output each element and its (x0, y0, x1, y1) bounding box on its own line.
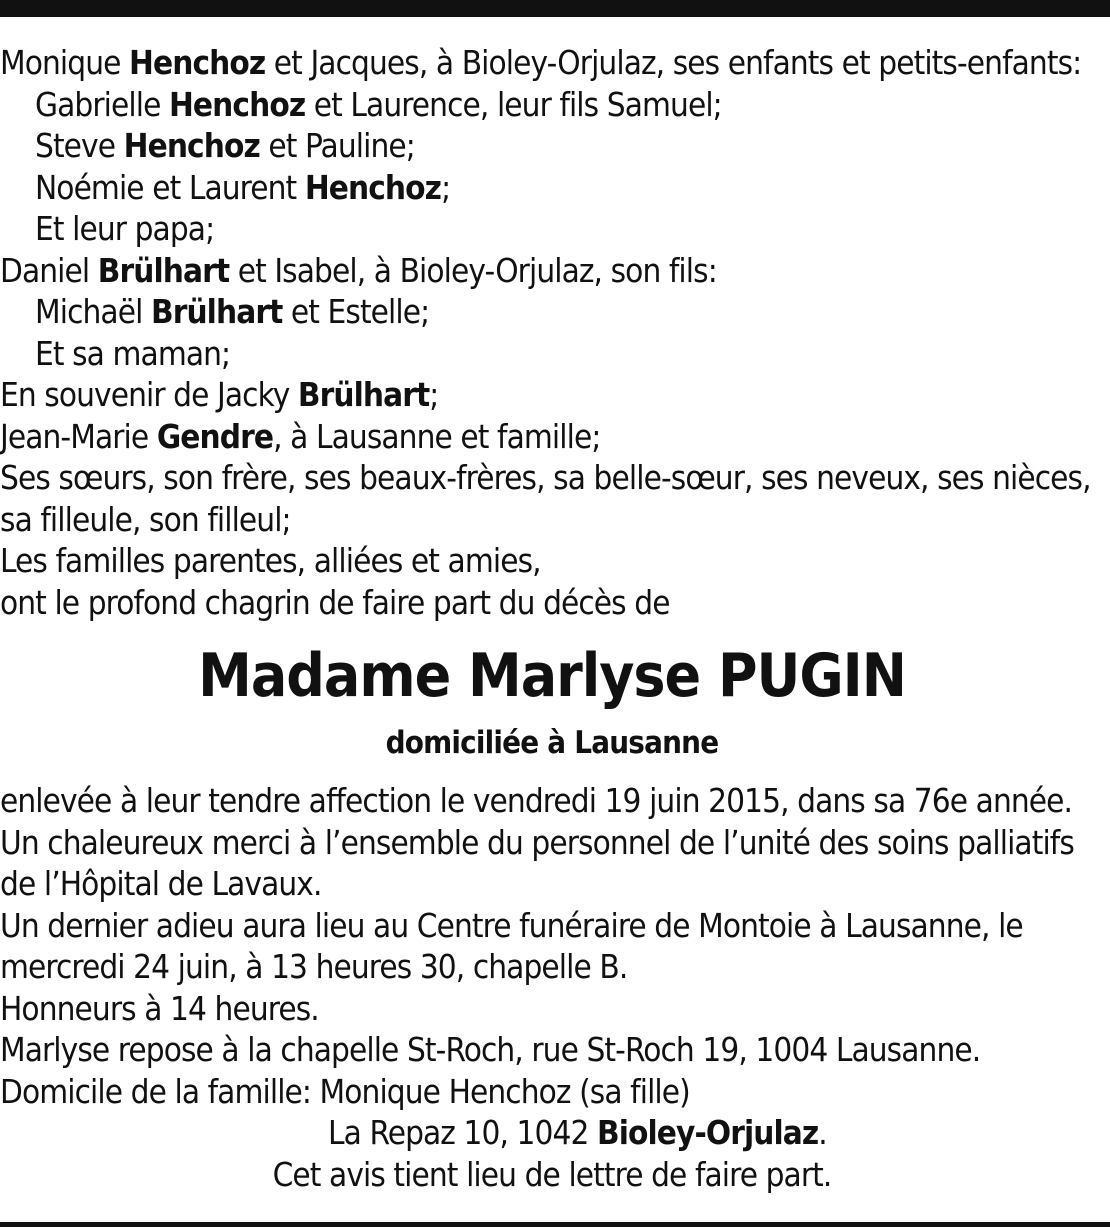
family-address: La Repaz 10, 1042 Bioley-Orjulaz. (328, 1113, 827, 1152)
family-line: Jean-Marie Gendre, à Lausanne et famille; (0, 416, 601, 456)
detail-line: mercredi 24 juin, à 13 heures 30, chapelle B. (0, 947, 628, 986)
family-line: Et sa maman; (35, 333, 231, 373)
family-line: Ses sœurs, son frère, ses beaux-frères, sa belle-sœur, ses neveux, ses nièces, (0, 458, 1091, 497)
family-line: ont le profond chagrin de faire part du décès de (0, 582, 670, 622)
closing-line: Cet avis tient lieu de lettre de faire part. (272, 1154, 832, 1194)
deceased-name: Madame Marlyse PUGIN (198, 641, 906, 711)
family-line: Daniel Brülhart et Isabel, à Bioley-Orjulaz, son fils: (0, 250, 717, 290)
detail-line: Un chaleureux merci à l’ensemble du personnel de l’unité des soins palliatifs (0, 822, 1074, 862)
family-line: Gabrielle Henchoz et Laurence, leur fils Samuel; (35, 84, 722, 124)
bottom-rule (0, 1222, 1110, 1227)
family-line: Les familles parentes, alliées et amies, (0, 541, 541, 580)
detail-line: Un dernier adieu aura lieu au Centre funéraire de Montoie à Lausanne, le (0, 905, 1023, 945)
notice-details (0, 780, 1104, 1195)
top-rule (0, 0, 1110, 17)
detail-line: Honneurs à 14 heures. (0, 988, 319, 1028)
detail-line: de l’Hôpital de Lavaux. (0, 864, 322, 903)
detail-line: enlevée à leur tendre affection le vendredi 19 juin 2015, dans sa 76e année. (0, 781, 1073, 820)
family-line: Noémie et Laurent Henchoz; (35, 167, 451, 207)
family-line: En souvenir de Jacky Brülhart; (0, 375, 439, 414)
family-line: Monique Henchoz et Jacques, à Bioley-Orjulaz, ses enfants et petits-enfants: (0, 43, 1082, 82)
family-line: Michaël Brülhart et Estelle; (35, 292, 430, 331)
family-list (0, 42, 1104, 623)
family-line: Steve Henchoz et Pauline; (35, 126, 415, 165)
family-line: sa filleule, son filleul; (0, 499, 291, 539)
family-line: Et leur papa; (35, 209, 215, 248)
detail-line: Marlyse repose à la chapelle St-Roch, rue St-Roch 19, 1004 Lausanne. (0, 1030, 981, 1069)
detail-line: Domicile de la famille: Monique Henchoz (sa fille) (0, 1071, 690, 1111)
deceased-residence: domiciliée à Lausanne (385, 725, 719, 761)
